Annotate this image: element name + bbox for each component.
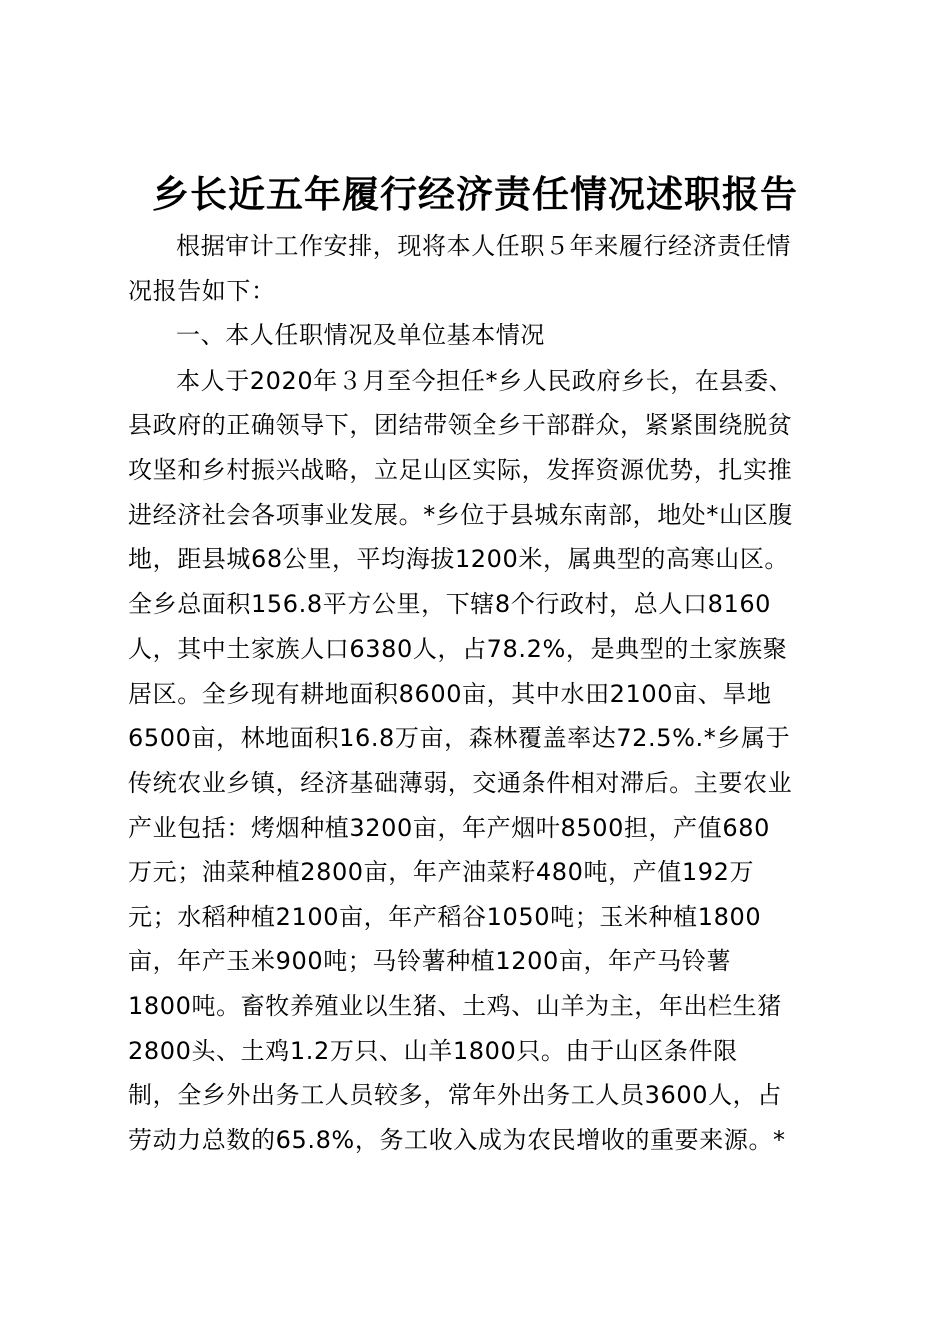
paragraph-line: 6500亩，林地面积16.8万亩，森林覆盖率达72.5%.*乡属于 (128, 724, 791, 752)
document-title: 乡长近五年履行经济责任情况述职报告 (152, 172, 798, 216)
paragraph-line: 产业包括：烤烟种植3200亩，年产烟叶8500担，产值680 (128, 814, 770, 842)
paragraph-line: 根据审计工作安排，现将本人任职５年来履行经济责任情 (176, 232, 791, 260)
paragraph-line: 居区。全乡现有耕地面积8600亩，其中水田2100亩、旱地 (128, 680, 772, 708)
paragraph-line: 地，距县城68公里，平均海拔1200米，属典型的高寒山区。 (128, 545, 790, 573)
paragraph-line: 本人于2020年３月至今担任*乡人民政府乡长，在县委、 (176, 367, 794, 395)
paragraph-line: 1800吨。畜牧养殖业以生猪、土鸡、山羊为主，年出栏生猪 (128, 992, 782, 1020)
paragraph-line: 县政府的正确领导下，团结带领全乡干部群众，紧紧围绕脱贫 (128, 411, 793, 439)
paragraph-line: 2800头、土鸡1.2万只、山羊1800只。由于山区条件限 (128, 1037, 738, 1065)
paragraph-line: 元；水稻种植2100亩，年产稻谷1050吨；玉米种植1800 (128, 903, 762, 931)
paragraph-line: 亩，年产玉米900吨；马铃薯种植1200亩，年产马铃薯 (128, 947, 732, 975)
paragraph-line: 攻坚和乡村振兴战略，立足山区实际，发挥资源优势，扎实推 (128, 456, 793, 484)
paragraph-line: 全乡总面积156.8平方公里，下辖8个行政村，总人口8160 (128, 590, 772, 618)
paragraph-line: 万元；油菜种植2800亩，年产油菜籽480吨，产值192万 (128, 858, 755, 886)
paragraph-line: 况报告如下： (128, 277, 276, 305)
paragraph-line: 进经济社会各项事业发展。*乡位于县城东南部，地处*山区腹 (128, 501, 793, 529)
paragraph-line: 传统农业乡镇，经济基础薄弱，交通条件相对滞后。主要农业 (128, 769, 793, 797)
paragraph-line: 人，其中土家族人口6380人，占78.2%，是典型的土家族聚 (128, 635, 788, 663)
paragraph-line: 制，全乡外出务工人员较多，常年外出务工人员3600人，占 (128, 1081, 782, 1109)
section-heading: 一、本人任职情况及单位基本情况 (176, 321, 545, 349)
paragraph-line: 劳动力总数的65.8%，务工收入成为农民增收的重要来源。* (128, 1126, 786, 1154)
